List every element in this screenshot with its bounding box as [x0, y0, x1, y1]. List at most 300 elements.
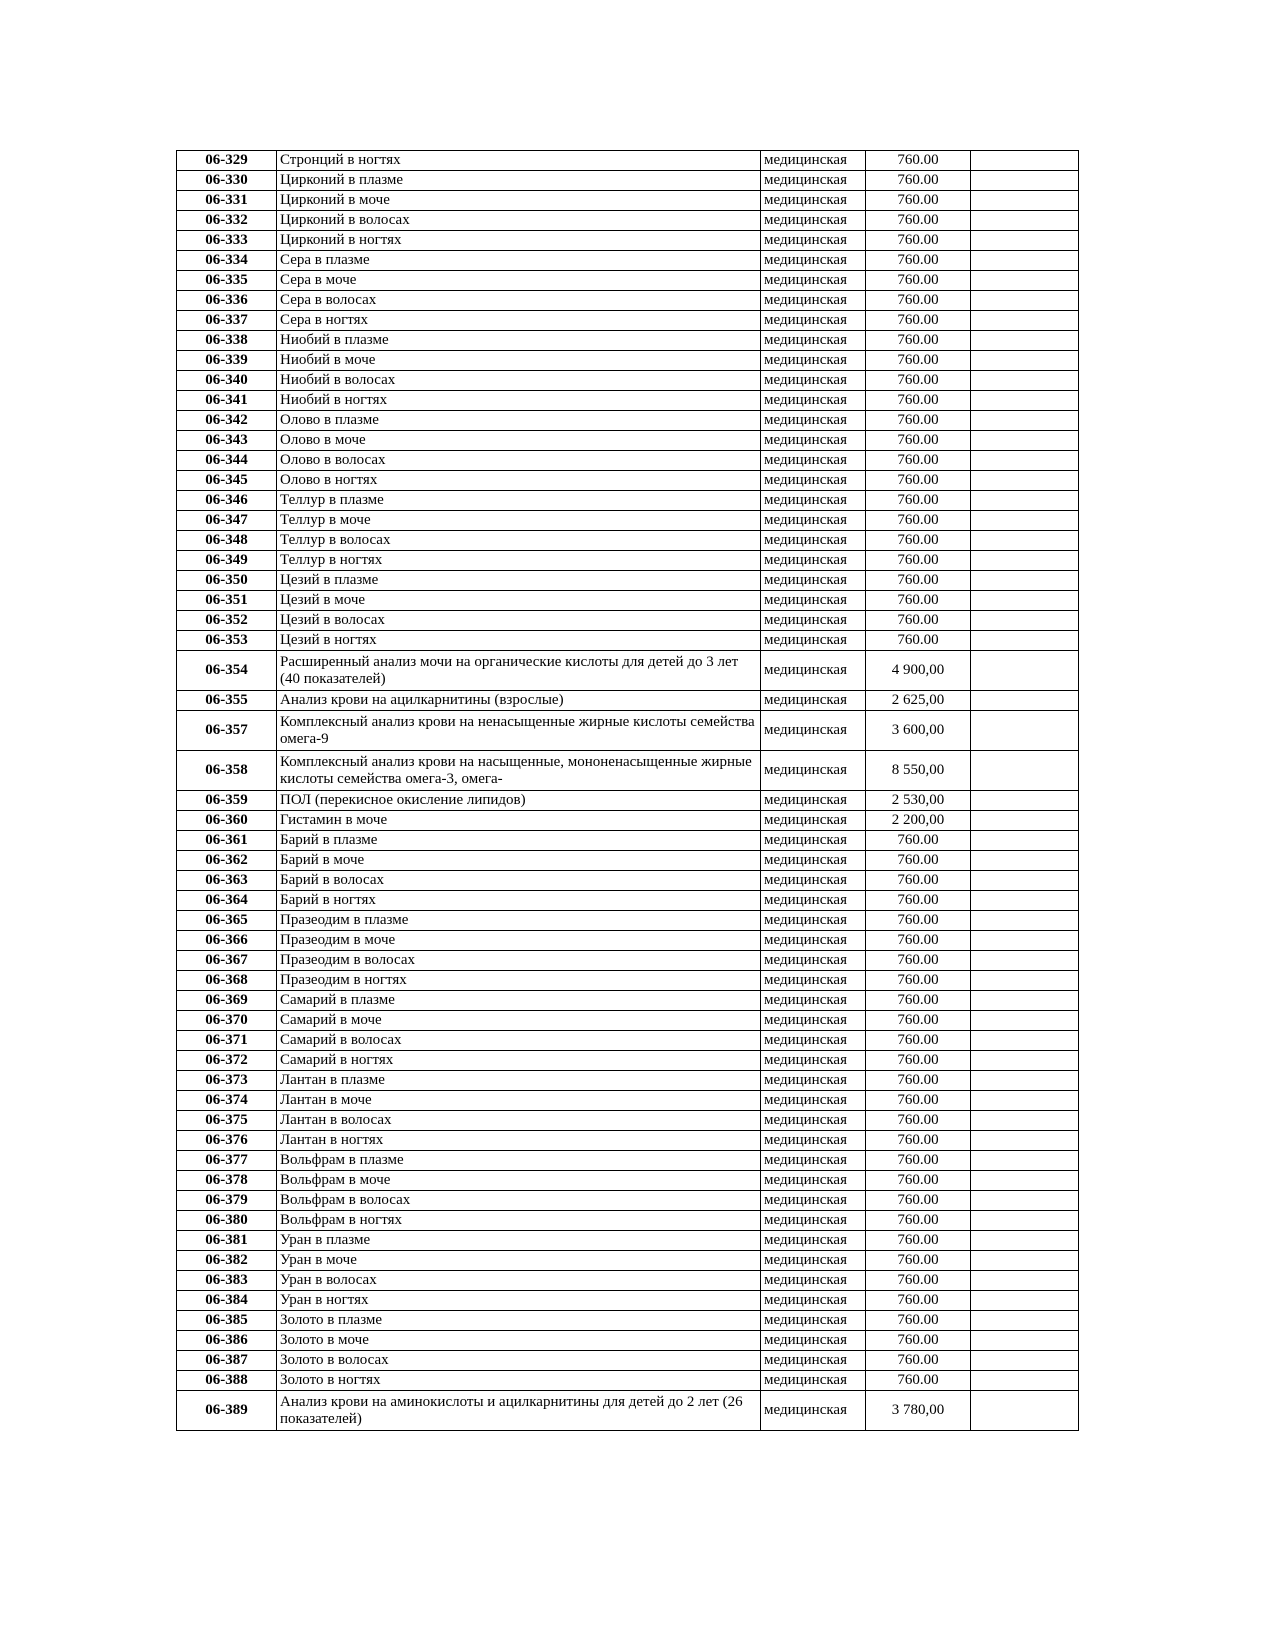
empty-cell	[971, 871, 1079, 891]
service-price-cell: 2 625,00	[866, 691, 971, 711]
service-type-cell: медицинская	[761, 371, 866, 391]
table-row	[177, 291, 1079, 311]
service-code-cell: 06-387	[177, 1351, 277, 1371]
table-row	[177, 711, 1079, 751]
empty-cell	[971, 951, 1079, 971]
service-type-cell: медицинская	[761, 551, 866, 571]
service-type-cell: медицинская	[761, 751, 866, 791]
service-code-cell: 06-361	[177, 831, 277, 851]
service-name-cell: Сера в ногтях	[277, 311, 761, 331]
service-name-cell: Сера в волосах	[277, 291, 761, 311]
service-name-cell: Празеодим в волосах	[277, 951, 761, 971]
service-name-cell: ПОЛ (перекисное окисление липидов)	[277, 791, 761, 811]
service-type-cell: медицинская	[761, 271, 866, 291]
service-name-cell: Золото в моче	[277, 1331, 761, 1351]
service-name-cell: Барий в плазме	[277, 831, 761, 851]
service-name-cell: Барий в волосах	[277, 871, 761, 891]
service-code-cell: 06-386	[177, 1331, 277, 1351]
table-row	[177, 611, 1079, 631]
empty-cell	[971, 1171, 1079, 1191]
empty-cell	[971, 231, 1079, 251]
table-row	[177, 1151, 1079, 1171]
service-name-cell: Лантан в моче	[277, 1091, 761, 1111]
service-code-cell: 06-332	[177, 211, 277, 231]
service-price-cell: 760.00	[866, 1371, 971, 1391]
empty-cell	[971, 1191, 1079, 1211]
empty-cell	[971, 531, 1079, 551]
service-name-cell: Ниобий в плазме	[277, 331, 761, 351]
table-row	[177, 591, 1079, 611]
table-row	[177, 651, 1079, 691]
service-code-cell: 06-380	[177, 1211, 277, 1231]
empty-cell	[971, 491, 1079, 511]
service-price-cell: 760.00	[866, 891, 971, 911]
table-row	[177, 1131, 1079, 1151]
service-type-cell: медицинская	[761, 1291, 866, 1311]
table-row	[177, 1091, 1079, 1111]
service-name-cell: Празеодим в моче	[277, 931, 761, 951]
service-type-cell: медицинская	[761, 311, 866, 331]
table-row	[177, 571, 1079, 591]
service-price-cell: 760.00	[866, 1251, 971, 1271]
service-type-cell: медицинская	[761, 1251, 866, 1271]
service-type-cell: медицинская	[761, 351, 866, 371]
service-type-cell: медицинская	[761, 471, 866, 491]
service-type-cell: медицинская	[761, 391, 866, 411]
table-row	[177, 831, 1079, 851]
empty-cell	[971, 451, 1079, 471]
table-row	[177, 1311, 1079, 1331]
table-row	[177, 971, 1079, 991]
service-price-cell: 8 550,00	[866, 751, 971, 791]
service-type-cell: медицинская	[761, 651, 866, 691]
service-name-cell: Цезий в плазме	[277, 571, 761, 591]
service-code-cell: 06-377	[177, 1151, 277, 1171]
service-name-cell: Теллур в моче	[277, 511, 761, 531]
service-price-cell: 760.00	[866, 931, 971, 951]
service-code-cell: 06-370	[177, 1011, 277, 1031]
service-type-cell: медицинская	[761, 1051, 866, 1071]
empty-cell	[971, 1031, 1079, 1051]
service-price-cell: 3 780,00	[866, 1391, 971, 1431]
empty-cell	[971, 1131, 1079, 1151]
service-code-cell: 06-365	[177, 911, 277, 931]
table-row	[177, 391, 1079, 411]
service-price-cell: 760.00	[866, 591, 971, 611]
service-name-cell: Цирконий в плазме	[277, 171, 761, 191]
service-code-cell: 06-360	[177, 811, 277, 831]
service-code-cell: 06-335	[177, 271, 277, 291]
empty-cell	[971, 851, 1079, 871]
empty-cell	[971, 751, 1079, 791]
table-row	[177, 951, 1079, 971]
service-price-cell: 2 530,00	[866, 791, 971, 811]
service-name-text: Комплексный анализ крови на насыщенные, мононенасыщенные жирные кислоты семейства омега-3, омега-	[280, 753, 752, 787]
empty-cell	[971, 1051, 1079, 1071]
empty-cell	[971, 271, 1079, 291]
service-price-cell: 760.00	[866, 411, 971, 431]
service-code-cell: 06-384	[177, 1291, 277, 1311]
service-price-cell: 760.00	[866, 1051, 971, 1071]
service-price-cell: 760.00	[866, 331, 971, 351]
service-price-cell: 760.00	[866, 211, 971, 231]
service-price-cell: 760.00	[866, 551, 971, 571]
service-name-cell	[277, 751, 761, 791]
service-name-cell: Ниобий в волосах	[277, 371, 761, 391]
service-type-cell: медицинская	[761, 1091, 866, 1111]
service-price-cell: 760.00	[866, 531, 971, 551]
service-name-cell: Уран в волосах	[277, 1271, 761, 1291]
service-code-cell: 06-353	[177, 631, 277, 651]
service-name-text: Анализ крови на аминокислоты и ацилкарнитины для детей до 2 лет (26 показателей)	[280, 1393, 743, 1427]
service-price-cell: 760.00	[866, 831, 971, 851]
empty-cell	[971, 811, 1079, 831]
empty-cell	[971, 1011, 1079, 1031]
service-price-cell: 760.00	[866, 371, 971, 391]
table-row	[177, 1391, 1079, 1431]
service-price-cell: 760.00	[866, 1151, 971, 1171]
service-type-cell: медицинская	[761, 1071, 866, 1091]
service-code-cell: 06-350	[177, 571, 277, 591]
service-price-cell: 760.00	[866, 571, 971, 591]
table-row	[177, 1231, 1079, 1251]
service-name-cell: Олово в плазме	[277, 411, 761, 431]
service-price-cell: 760.00	[866, 391, 971, 411]
service-price-cell: 760.00	[866, 311, 971, 331]
service-type-cell: медицинская	[761, 1231, 866, 1251]
table-row	[177, 191, 1079, 211]
service-code-cell: 06-385	[177, 1311, 277, 1331]
service-type-cell: медицинская	[761, 891, 866, 911]
table-row	[177, 791, 1079, 811]
empty-cell	[971, 611, 1079, 631]
service-price-cell: 760.00	[866, 851, 971, 871]
service-name-cell: Уран в плазме	[277, 1231, 761, 1251]
service-price-cell: 760.00	[866, 1091, 971, 1111]
table-row	[177, 331, 1079, 351]
table-row	[177, 1051, 1079, 1071]
table-row	[177, 231, 1079, 251]
service-code-cell: 06-378	[177, 1171, 277, 1191]
service-price-cell: 760.00	[866, 1011, 971, 1031]
service-code-cell: 06-331	[177, 191, 277, 211]
service-code-cell: 06-383	[177, 1271, 277, 1291]
service-code-cell: 06-357	[177, 711, 277, 751]
service-type-cell: медицинская	[761, 811, 866, 831]
empty-cell	[971, 371, 1079, 391]
service-type-cell: медицинская	[761, 691, 866, 711]
empty-cell	[971, 431, 1079, 451]
service-name-cell: Ниобий в моче	[277, 351, 761, 371]
service-name-text: Комплексный анализ крови на ненасыщенные жирные кислоты семейства омега-9	[280, 713, 755, 747]
service-price-cell: 4 900,00	[866, 651, 971, 691]
service-price-cell: 760.00	[866, 171, 971, 191]
service-code-cell: 06-382	[177, 1251, 277, 1271]
service-price-cell: 760.00	[866, 951, 971, 971]
service-type-cell: медицинская	[761, 191, 866, 211]
service-type-cell: медицинская	[761, 591, 866, 611]
service-type-cell: медицинская	[761, 1271, 866, 1291]
table-row	[177, 271, 1079, 291]
table-row	[177, 211, 1079, 231]
service-name-cell	[277, 711, 761, 751]
service-code-cell: 06-352	[177, 611, 277, 631]
service-code-cell: 06-362	[177, 851, 277, 871]
service-code-cell: 06-372	[177, 1051, 277, 1071]
service-name-cell: Теллур в плазме	[277, 491, 761, 511]
empty-cell	[971, 691, 1079, 711]
table-row	[177, 911, 1079, 931]
service-type-cell: медицинская	[761, 991, 866, 1011]
service-name-cell: Золото в волосах	[277, 1351, 761, 1371]
service-name-cell: Олово в моче	[277, 431, 761, 451]
service-code-cell: 06-330	[177, 171, 277, 191]
table-row	[177, 551, 1079, 571]
table-row	[177, 1111, 1079, 1131]
service-code-cell: 06-340	[177, 371, 277, 391]
price-list-body	[177, 151, 1079, 1431]
service-price-cell: 760.00	[866, 491, 971, 511]
empty-cell	[971, 1231, 1079, 1251]
table-row	[177, 511, 1079, 531]
service-code-cell: 06-351	[177, 591, 277, 611]
empty-cell	[971, 1151, 1079, 1171]
service-price-cell: 3 600,00	[866, 711, 971, 751]
service-name-cell: Самарий в волосах	[277, 1031, 761, 1051]
service-name-cell: Теллур в волосах	[277, 531, 761, 551]
service-code-cell: 06-373	[177, 1071, 277, 1091]
empty-cell	[971, 651, 1079, 691]
service-code-cell: 06-346	[177, 491, 277, 511]
service-price-cell: 760.00	[866, 431, 971, 451]
service-type-cell: медицинская	[761, 871, 866, 891]
empty-cell	[971, 971, 1079, 991]
table-row	[177, 411, 1079, 431]
empty-cell	[971, 931, 1079, 951]
service-type-cell: медицинская	[761, 171, 866, 191]
empty-cell	[971, 511, 1079, 531]
service-price-cell: 760.00	[866, 231, 971, 251]
service-type-cell: медицинская	[761, 511, 866, 531]
table-row	[177, 691, 1079, 711]
price-list-table	[176, 150, 1079, 1431]
service-type-cell: медицинская	[761, 1011, 866, 1031]
empty-cell	[971, 351, 1079, 371]
empty-cell	[971, 191, 1079, 211]
empty-cell	[971, 551, 1079, 571]
table-row	[177, 171, 1079, 191]
service-code-cell: 06-349	[177, 551, 277, 571]
service-name-cell: Ниобий в ногтях	[277, 391, 761, 411]
service-code-cell: 06-347	[177, 511, 277, 531]
table-row	[177, 311, 1079, 331]
empty-cell	[971, 291, 1079, 311]
service-type-cell: медицинская	[761, 931, 866, 951]
service-code-cell: 06-339	[177, 351, 277, 371]
service-name-cell: Цирконий в ногтях	[277, 231, 761, 251]
service-code-cell: 06-337	[177, 311, 277, 331]
service-name-cell: Сера в плазме	[277, 251, 761, 271]
table-row	[177, 1011, 1079, 1031]
service-name-cell: Лантан в ногтях	[277, 1131, 761, 1151]
service-code-cell: 06-367	[177, 951, 277, 971]
service-code-cell: 06-364	[177, 891, 277, 911]
service-name-cell: Вольфрам в плазме	[277, 1151, 761, 1171]
service-type-cell: медицинская	[761, 1311, 866, 1331]
service-type-cell: медицинская	[761, 971, 866, 991]
service-price-cell: 760.00	[866, 1291, 971, 1311]
table-row	[177, 251, 1079, 271]
service-type-cell: медицинская	[761, 1131, 866, 1151]
table-row	[177, 1171, 1079, 1191]
service-price-cell: 760.00	[866, 511, 971, 531]
table-row	[177, 851, 1079, 871]
service-price-cell: 760.00	[866, 1351, 971, 1371]
service-type-cell: медицинская	[761, 491, 866, 511]
service-name-cell: Вольфрам в волосах	[277, 1191, 761, 1211]
service-name-cell: Цезий в моче	[277, 591, 761, 611]
service-name-cell	[277, 651, 761, 691]
empty-cell	[971, 591, 1079, 611]
service-type-cell: медицинская	[761, 1351, 866, 1371]
table-row	[177, 631, 1079, 651]
service-type-cell: медицинская	[761, 1331, 866, 1351]
service-code-cell: 06-334	[177, 251, 277, 271]
service-price-cell: 760.00	[866, 611, 971, 631]
service-price-cell: 760.00	[866, 271, 971, 291]
service-code-cell: 06-368	[177, 971, 277, 991]
empty-cell	[971, 391, 1079, 411]
service-name-cell: Стронций в ногтях	[277, 151, 761, 171]
table-row	[177, 1031, 1079, 1051]
service-type-cell: медицинская	[761, 291, 866, 311]
empty-cell	[971, 1331, 1079, 1351]
service-name-cell: Золото в ногтях	[277, 1371, 761, 1391]
service-name-cell: Теллур в ногтях	[277, 551, 761, 571]
service-type-cell: медицинская	[761, 331, 866, 351]
empty-cell	[971, 991, 1079, 1011]
service-name-cell: Барий в ногтях	[277, 891, 761, 911]
table-row	[177, 471, 1079, 491]
service-type-cell: медицинская	[761, 531, 866, 551]
empty-cell	[971, 411, 1079, 431]
service-code-cell: 06-329	[177, 151, 277, 171]
service-price-cell: 760.00	[866, 1191, 971, 1211]
service-name-cell: Сера в моче	[277, 271, 761, 291]
service-name-cell: Золото в плазме	[277, 1311, 761, 1331]
service-code-cell: 06-359	[177, 791, 277, 811]
service-type-cell: медицинская	[761, 1171, 866, 1191]
service-name-cell: Цирконий в волосах	[277, 211, 761, 231]
service-type-cell: медицинская	[761, 951, 866, 971]
service-code-cell: 06-345	[177, 471, 277, 491]
empty-cell	[971, 211, 1079, 231]
service-type-cell: медицинская	[761, 911, 866, 931]
service-type-cell: медицинская	[761, 431, 866, 451]
service-type-cell: медицинская	[761, 1391, 866, 1431]
empty-cell	[971, 1251, 1079, 1271]
service-price-cell: 760.00	[866, 351, 971, 371]
table-row	[177, 811, 1079, 831]
service-price-cell: 760.00	[866, 1211, 971, 1231]
service-code-cell: 06-371	[177, 1031, 277, 1051]
empty-cell	[971, 331, 1079, 351]
service-type-cell: медицинская	[761, 151, 866, 171]
service-name-cell: Гистамин в моче	[277, 811, 761, 831]
table-row	[177, 1191, 1079, 1211]
service-name-cell: Олово в ногтях	[277, 471, 761, 491]
service-code-cell: 06-336	[177, 291, 277, 311]
service-name-cell: Уран в моче	[277, 1251, 761, 1271]
service-name-cell: Цирконий в моче	[277, 191, 761, 211]
service-name-cell: Вольфрам в ногтях	[277, 1211, 761, 1231]
service-type-cell: медицинская	[761, 631, 866, 651]
empty-cell	[971, 311, 1079, 331]
empty-cell	[971, 831, 1079, 851]
empty-cell	[971, 1391, 1079, 1431]
table-row	[177, 431, 1079, 451]
service-code-cell: 06-344	[177, 451, 277, 471]
service-price-cell: 760.00	[866, 191, 971, 211]
service-code-cell: 06-366	[177, 931, 277, 951]
service-type-cell: медицинская	[761, 851, 866, 871]
service-type-cell: медицинская	[761, 711, 866, 751]
service-code-cell: 06-355	[177, 691, 277, 711]
table-row	[177, 931, 1079, 951]
table-row	[177, 151, 1079, 171]
table-row	[177, 1071, 1079, 1091]
table-row	[177, 491, 1079, 511]
service-name-cell: Лантан в волосах	[277, 1111, 761, 1131]
service-code-cell: 06-348	[177, 531, 277, 551]
service-name-cell: Цезий в волосах	[277, 611, 761, 631]
service-type-cell: медицинская	[761, 251, 866, 271]
service-name-cell: Барий в моче	[277, 851, 761, 871]
service-price-cell: 760.00	[866, 251, 971, 271]
service-code-cell: 06-363	[177, 871, 277, 891]
service-code-cell: 06-388	[177, 1371, 277, 1391]
service-type-cell: медицинская	[761, 211, 866, 231]
table-row	[177, 1371, 1079, 1391]
table-row	[177, 531, 1079, 551]
service-price-cell: 760.00	[866, 471, 971, 491]
table-row	[177, 891, 1079, 911]
empty-cell	[971, 1091, 1079, 1111]
service-name-cell: Самарий в моче	[277, 1011, 761, 1031]
service-type-cell: медицинская	[761, 611, 866, 631]
empty-cell	[971, 571, 1079, 591]
empty-cell	[971, 1291, 1079, 1311]
empty-cell	[971, 1351, 1079, 1371]
service-type-cell: медицинская	[761, 231, 866, 251]
service-price-cell: 760.00	[866, 291, 971, 311]
service-type-cell: медицинская	[761, 1191, 866, 1211]
service-code-cell: 06-376	[177, 1131, 277, 1151]
table-row	[177, 1271, 1079, 1291]
service-price-cell: 760.00	[866, 1171, 971, 1191]
table-row	[177, 1351, 1079, 1371]
service-price-cell: 760.00	[866, 151, 971, 171]
empty-cell	[971, 1111, 1079, 1131]
empty-cell	[971, 1211, 1079, 1231]
table-row	[177, 871, 1079, 891]
service-type-cell: медицинская	[761, 571, 866, 591]
empty-cell	[971, 1311, 1079, 1331]
service-price-cell: 760.00	[866, 1071, 971, 1091]
service-type-cell: медицинская	[761, 451, 866, 471]
table-row	[177, 1251, 1079, 1271]
service-code-cell: 06-341	[177, 391, 277, 411]
